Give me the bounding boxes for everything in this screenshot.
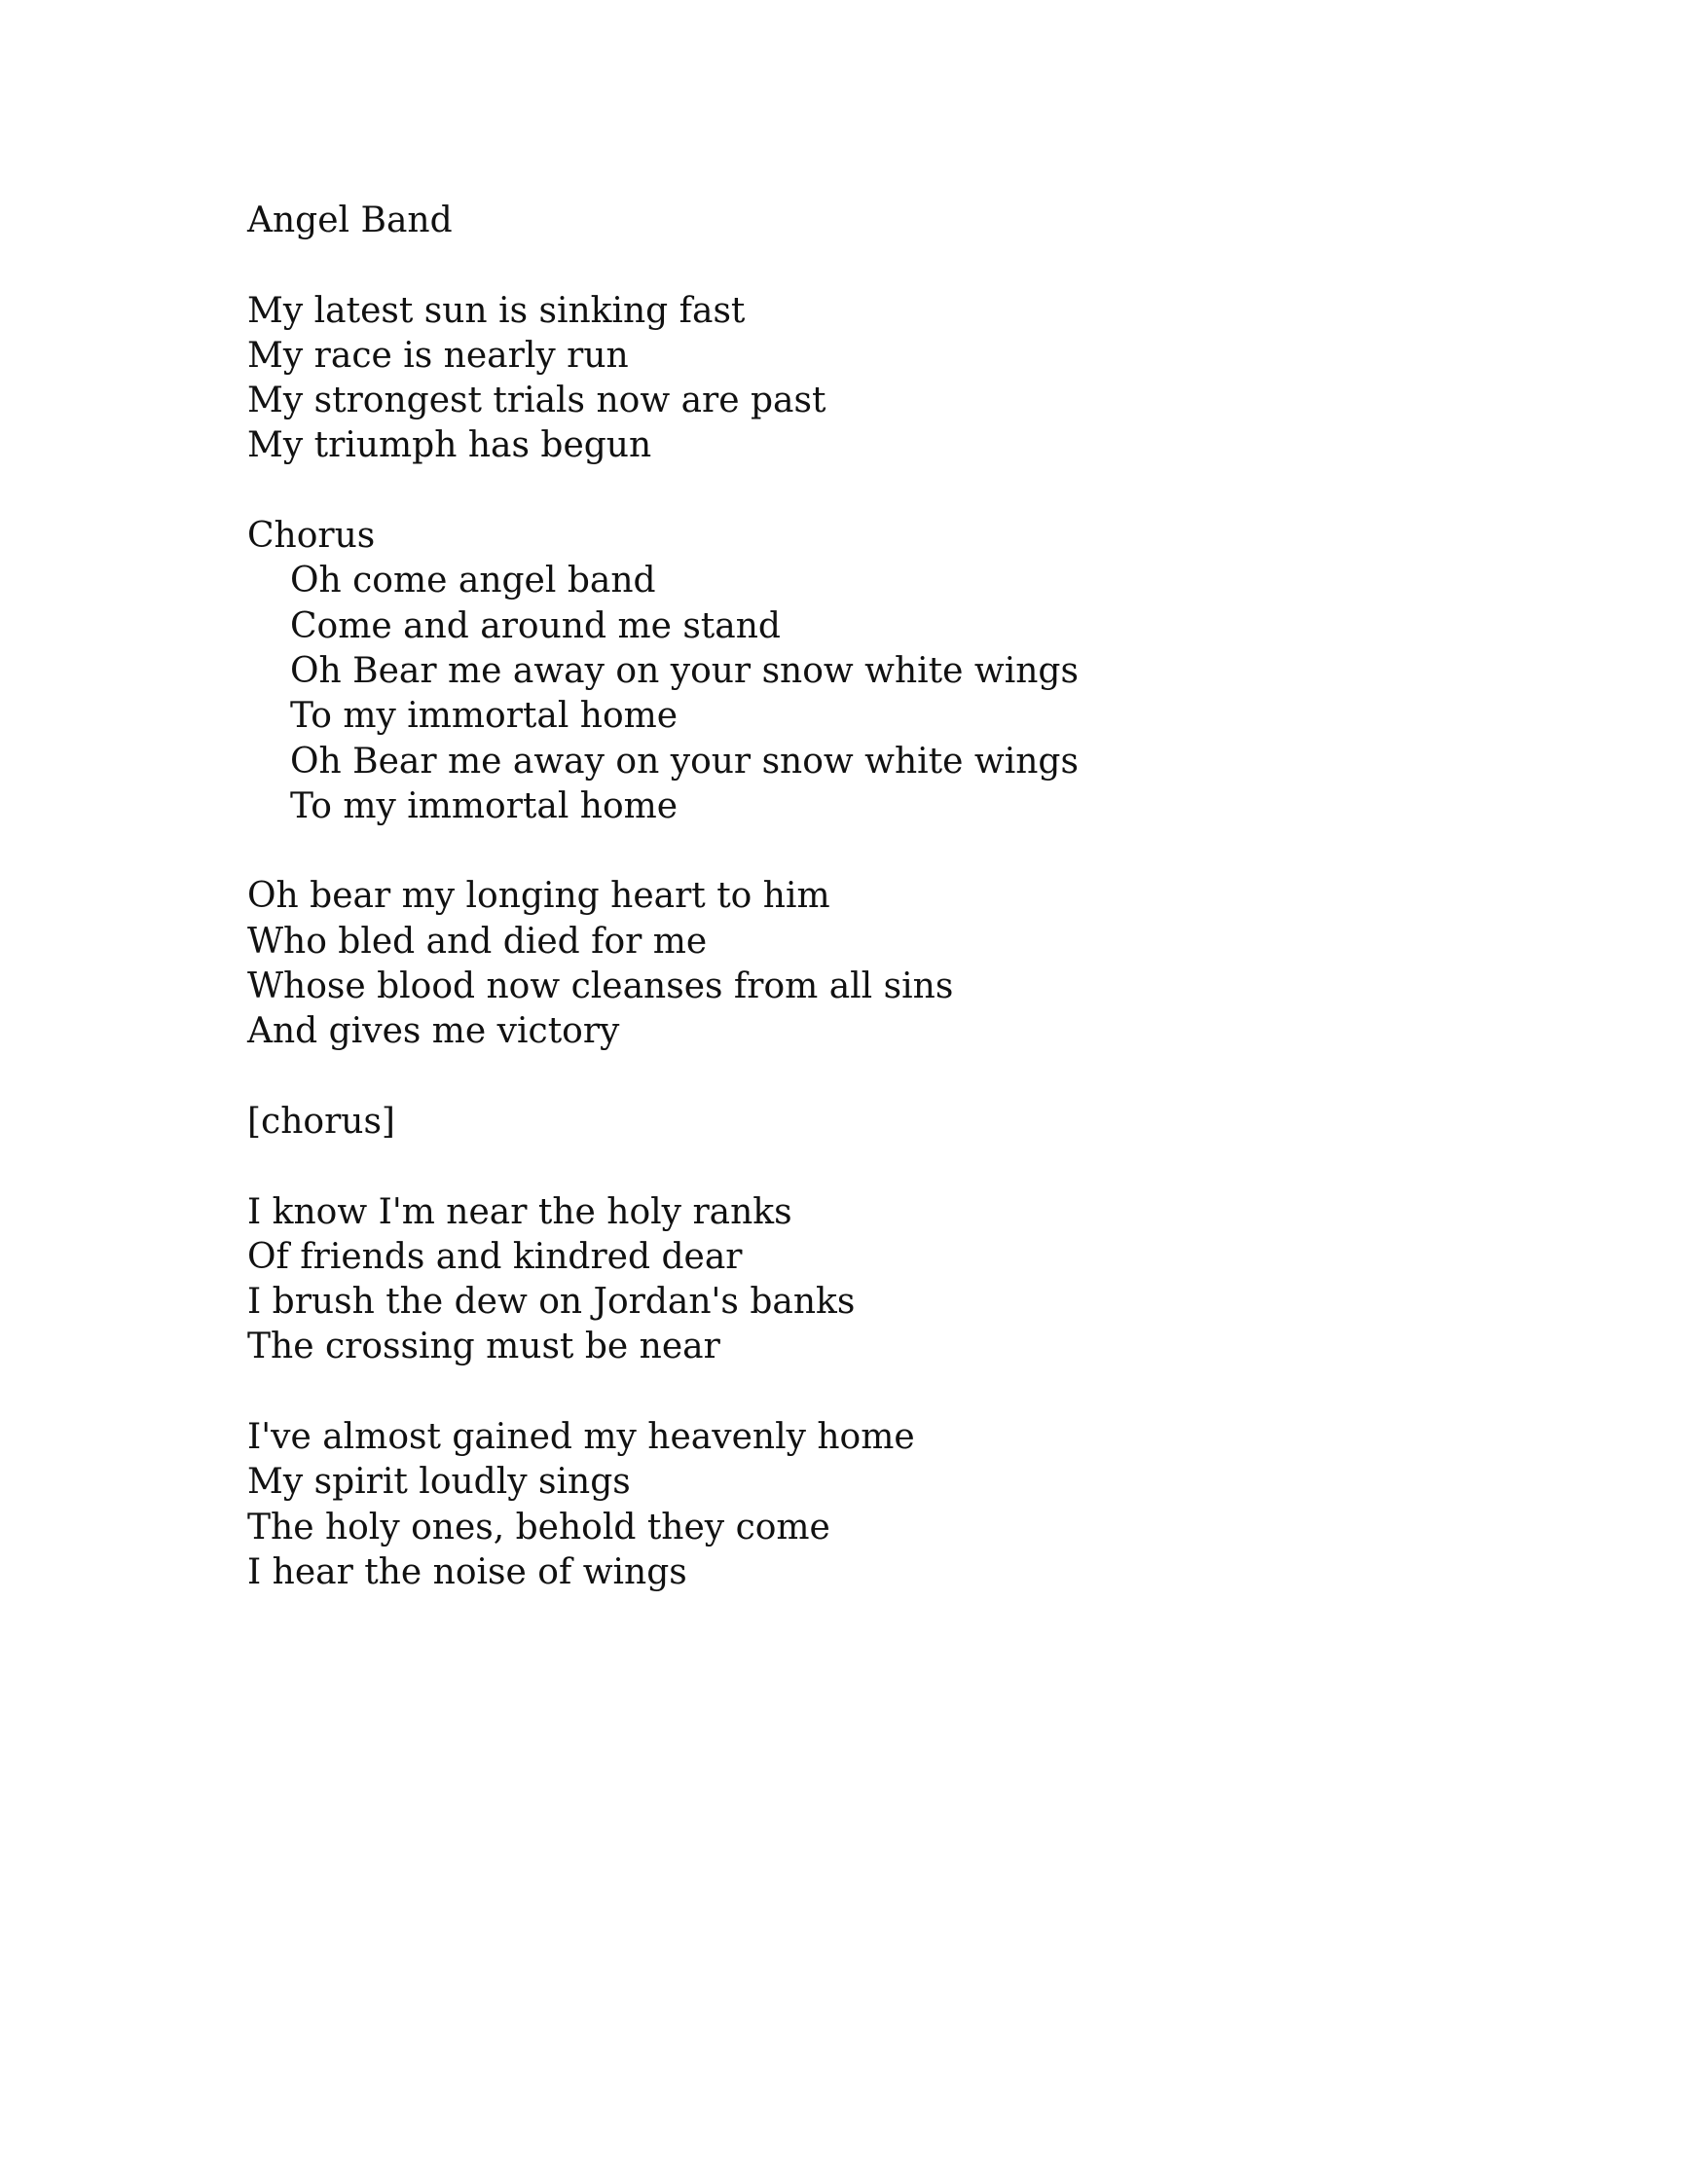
verse-line: I hear the noise of wings [247, 1551, 687, 1592]
verse-line: Who bled and died for me [247, 921, 708, 962]
verse-3 [247, 1190, 1513, 1370]
verse-line: And gives me victory [247, 1011, 620, 1052]
stanza-gap [247, 1370, 1513, 1415]
verse-line: Whose blood now cleanses from all sins [247, 966, 954, 1007]
verse-4 [247, 1415, 1513, 1595]
stanza-gap [247, 1145, 1513, 1189]
stanza-gap [247, 469, 1513, 514]
verse-line: I've almost gained my heavenly home [247, 1417, 915, 1458]
verse-line: I know I'm near the holy ranks [247, 1191, 792, 1232]
verse-line: My spirit loudly sings [247, 1462, 631, 1503]
verse-line: My triumph has begun [247, 425, 652, 466]
verse-line: The holy ones, behold they come [247, 1507, 830, 1547]
chorus-line: To my immortal home [290, 785, 679, 826]
verse-line: Oh bear my longing heart to him [247, 876, 830, 917]
stanza-gap [247, 829, 1513, 874]
verse-1 [247, 289, 1513, 469]
chorus-line: Come and around me stand [290, 605, 781, 646]
chorus [247, 559, 1513, 829]
stanza-gap [247, 243, 1513, 288]
verse-line: I brush the dew on Jordan's banks [247, 1282, 856, 1323]
chorus-label: Chorus [247, 516, 376, 557]
song-title: Angel Band [247, 200, 453, 240]
verse-line: Of friends and kindred dear [247, 1236, 743, 1277]
stanza-gap [247, 1055, 1513, 1100]
chorus-reference: [chorus] [247, 1101, 395, 1142]
verse-line: My strongest trials now are past [247, 381, 826, 421]
lyrics-body [247, 199, 1513, 1595]
chorus-line: To my immortal home [290, 696, 679, 737]
verse-line: My latest sun is sinking fast [247, 290, 746, 331]
verse-line: The crossing must be near [247, 1327, 720, 1367]
chorus-line: Oh Bear me away on your snow white wings [290, 741, 1079, 782]
chorus-line: Oh come angel band [290, 561, 656, 601]
verse-line: My race is nearly run [247, 335, 629, 376]
verse-2 [247, 874, 1513, 1054]
chorus-line: Oh Bear me away on your snow white wings [290, 650, 1079, 691]
